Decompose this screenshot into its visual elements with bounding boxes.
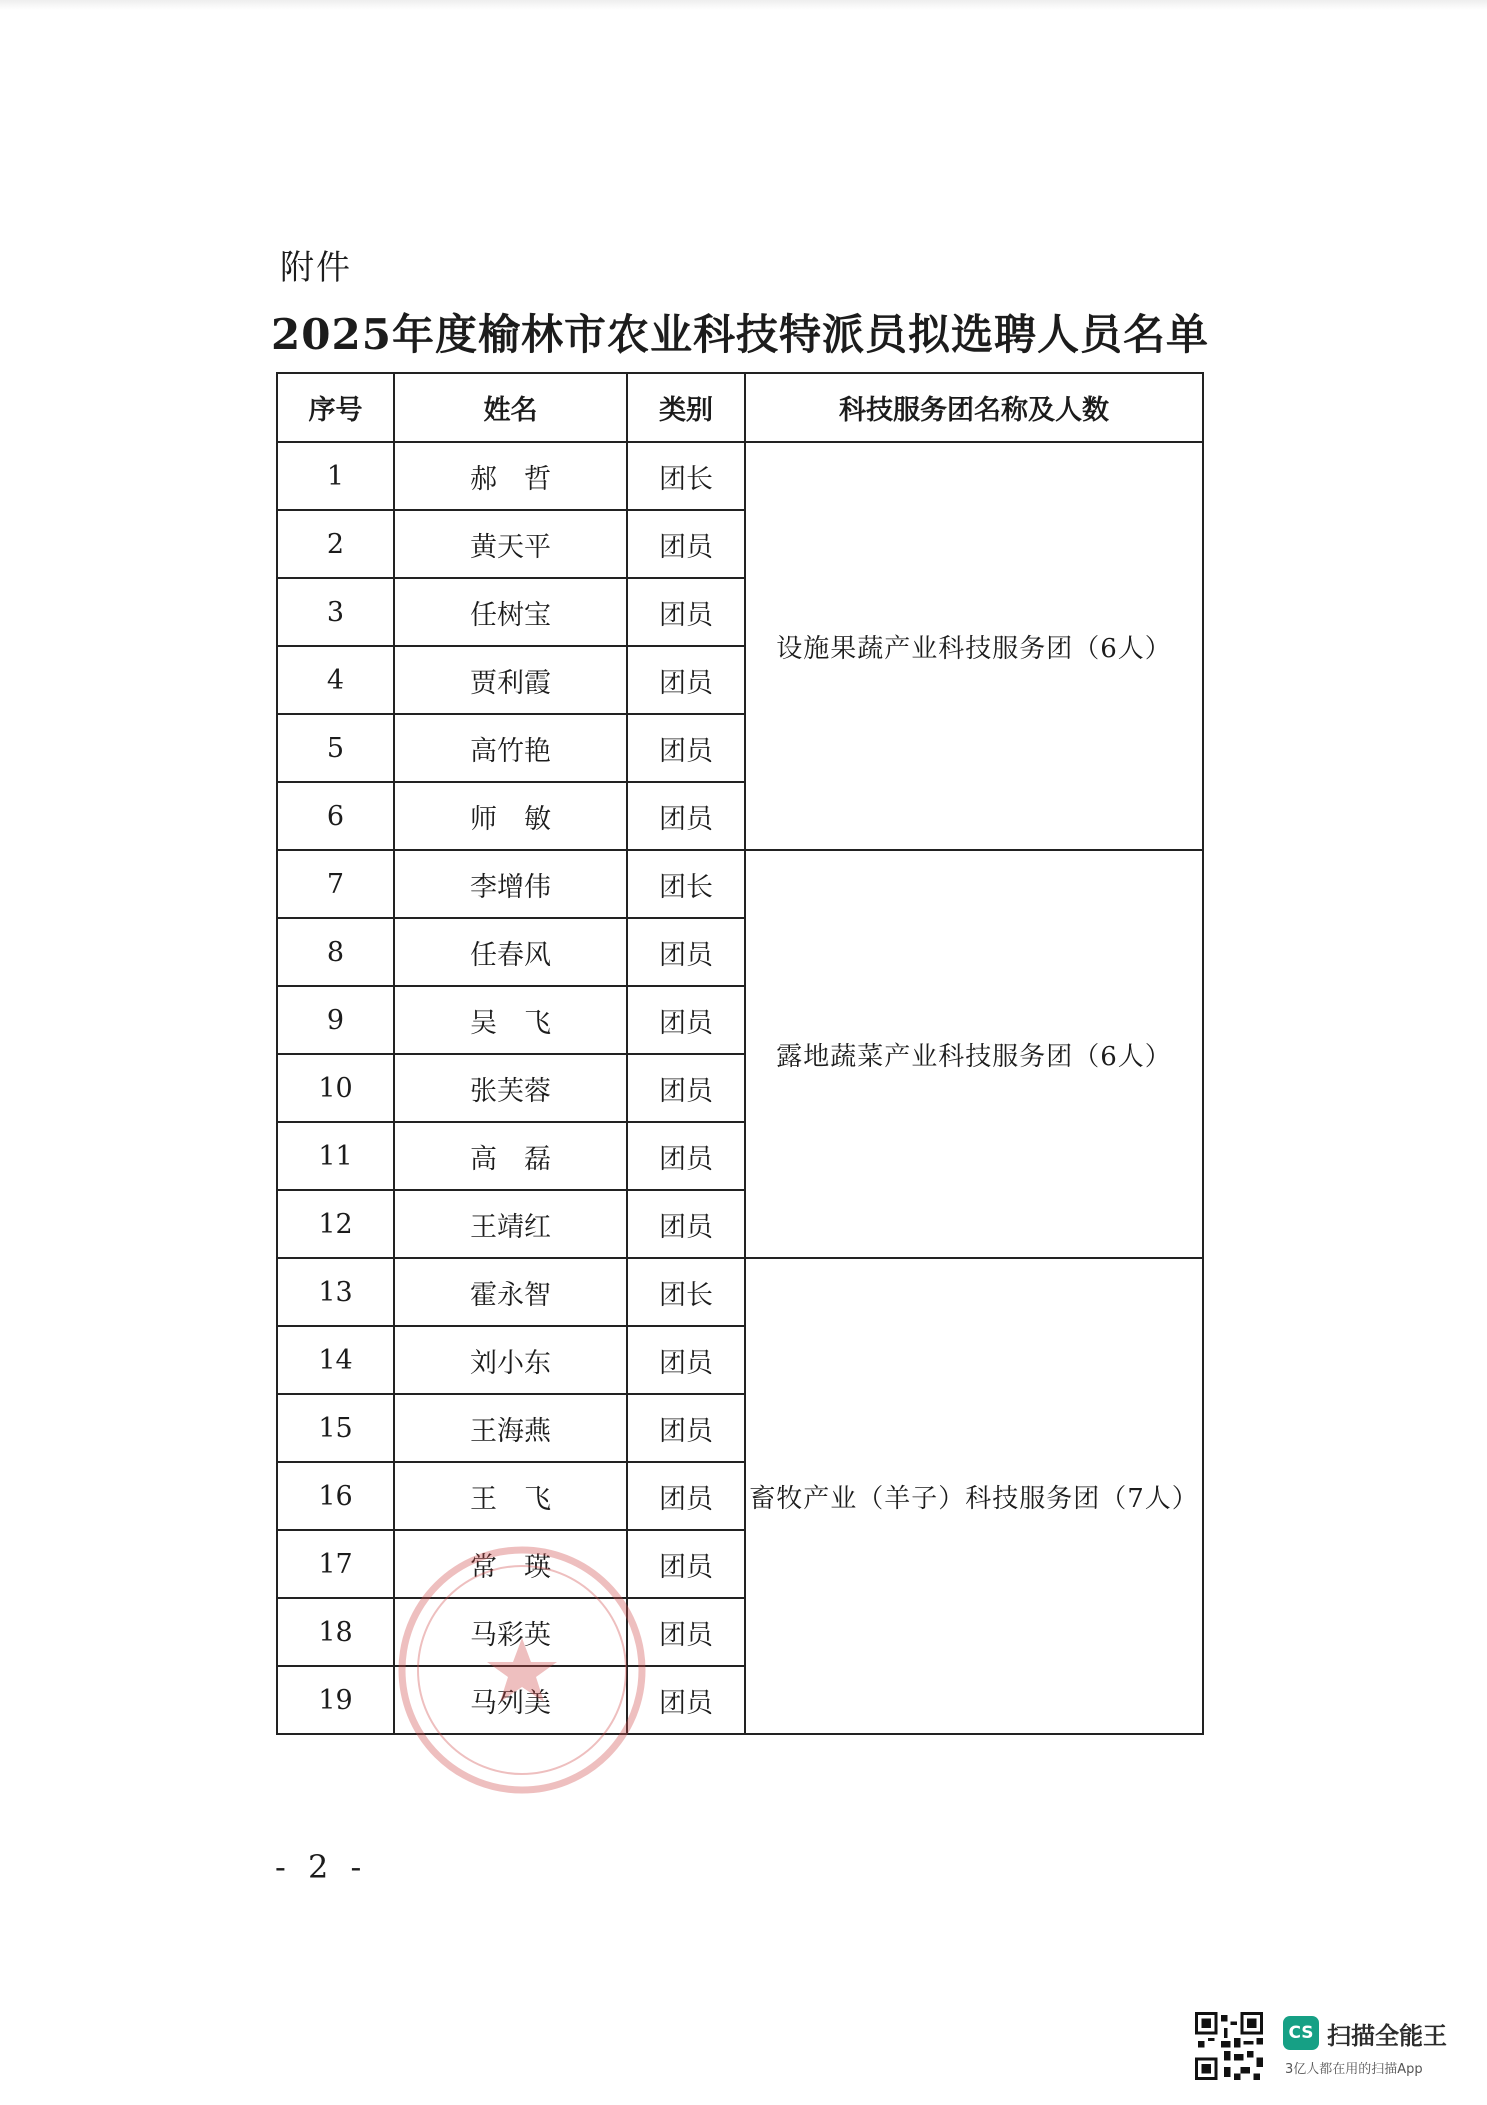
page-number: - 2 - [275,1848,368,1886]
cell-category: 团员 [627,510,745,578]
cell-no: 4 [277,646,394,714]
cell-name: 高 磊 [394,1122,627,1190]
cell-name: 李增伟 [394,850,627,918]
cell-no: 11 [277,1122,394,1190]
cell-no: 5 [277,714,394,782]
cell-category: 团员 [627,1054,745,1122]
cell-no: 16 [277,1462,394,1530]
cell-no: 13 [277,1258,394,1326]
cell-no: 7 [277,850,394,918]
cell-name: 马彩英 [394,1598,627,1666]
team-cell-livestock-sheep: 畜牧产业（羊子）科技服务团（7人） [745,1258,1203,1734]
cell-no: 14 [277,1326,394,1394]
cell-name: 黄天平 [394,510,627,578]
cell-no: 1 [277,442,394,510]
cell-category: 团长 [627,442,745,510]
cell-name: 师 敏 [394,782,627,850]
cell-category: 团员 [627,1394,745,1462]
cell-no: 10 [277,1054,394,1122]
document-title: 2025年度榆林市农业科技特派员拟选聘人员名单 [271,310,1209,359]
team-cell-open-field-veg: 露地蔬菜产业科技服务团（6人） [745,850,1203,1258]
table-header-row [277,373,1203,442]
table-row [277,1258,1203,1326]
attachment-label: 附件 [280,248,352,288]
cell-name: 马列美 [394,1666,627,1734]
table-row [277,850,1203,918]
cell-category: 团员 [627,918,745,986]
header-team: 科技服务团名称及人数 [745,373,1203,442]
cell-name: 霍永智 [394,1258,627,1326]
personnel-table [276,372,1204,1735]
cell-category: 团员 [627,578,745,646]
cell-no: 2 [277,510,394,578]
cell-category: 团员 [627,1530,745,1598]
cell-name: 任树宝 [394,578,627,646]
cell-no: 15 [277,1394,394,1462]
scanner-watermark [1195,2012,1465,2082]
cell-category: 团员 [627,782,745,850]
cell-no: 6 [277,782,394,850]
cell-category: 团员 [627,1462,745,1530]
header-category: 类别 [627,373,745,442]
cell-name: 王靖红 [394,1190,627,1258]
cell-name: 郝 哲 [394,442,627,510]
table-row [277,442,1203,510]
cell-category: 团长 [627,1258,745,1326]
cell-no: 3 [277,578,394,646]
scanner-brand-name: 扫描全能王 [1327,2022,1447,2050]
header-name: 姓名 [394,373,627,442]
cell-name: 王 飞 [394,1462,627,1530]
cell-name: 王海燕 [394,1394,627,1462]
header-no: 序号 [277,373,394,442]
team-cell-facility-fruit-veg: 设施果蔬产业科技服务团（6人） [745,442,1203,850]
cell-category: 团员 [627,1122,745,1190]
scanner-slogan: 3亿人都在用的扫描App [1285,2062,1423,2077]
cell-category: 团员 [627,986,745,1054]
cell-name: 高竹艳 [394,714,627,782]
cell-category: 团员 [627,1190,745,1258]
cell-name: 张芙蓉 [394,1054,627,1122]
cell-category: 团员 [627,1666,745,1734]
cell-no: 12 [277,1190,394,1258]
scan-edge [0,0,1487,10]
cell-name: 吴 飞 [394,986,627,1054]
cell-no: 8 [277,918,394,986]
camscanner-logo-icon: CS [1283,2016,1319,2050]
cell-no: 19 [277,1666,394,1734]
cell-category: 团长 [627,850,745,918]
cell-name: 贾利霞 [394,646,627,714]
cell-category: 团员 [627,714,745,782]
cell-name: 任春风 [394,918,627,986]
qr-code-icon [1195,2012,1263,2080]
cell-no: 17 [277,1530,394,1598]
cell-name: 常 瑛 [394,1530,627,1598]
cell-category: 团员 [627,1326,745,1394]
cell-name: 刘小东 [394,1326,627,1394]
cell-category: 团员 [627,1598,745,1666]
cell-no: 18 [277,1598,394,1666]
cell-category: 团员 [627,646,745,714]
cell-no: 9 [277,986,394,1054]
